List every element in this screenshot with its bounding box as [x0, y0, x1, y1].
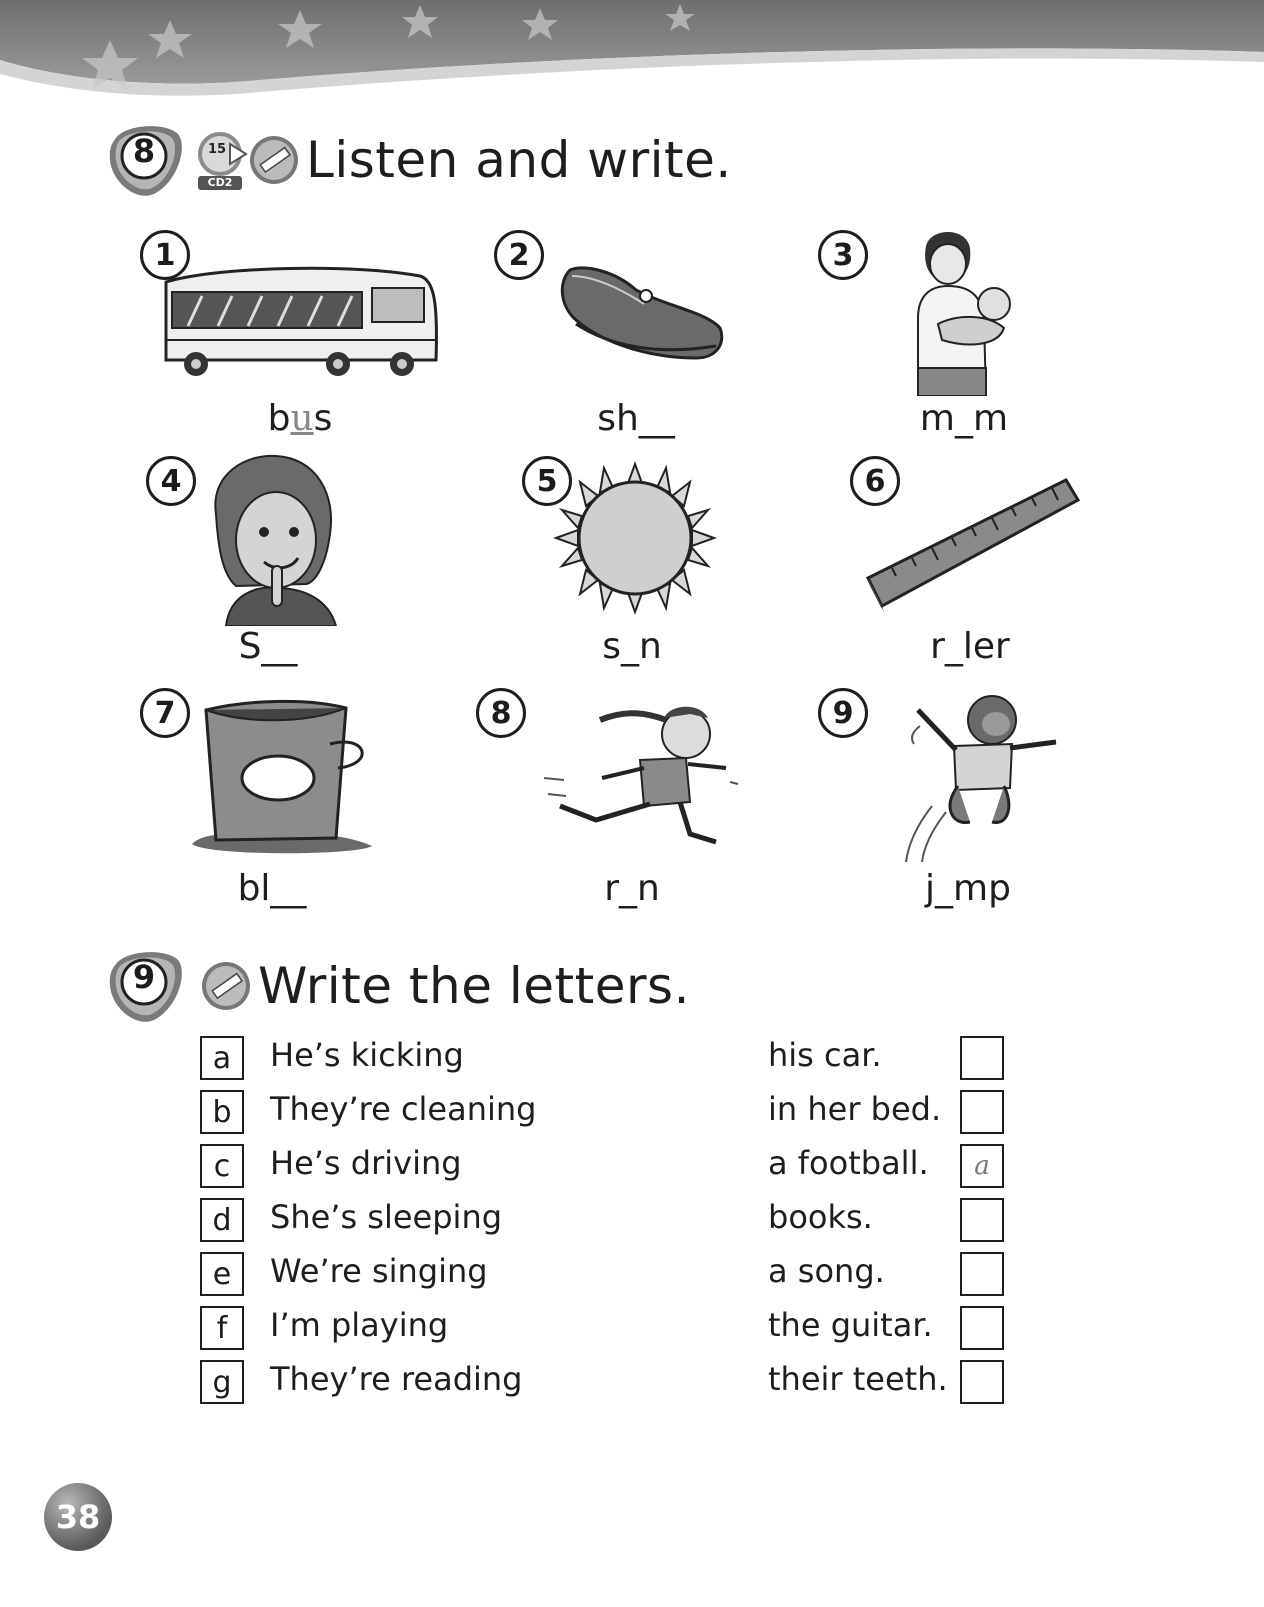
item-word: s_n [602, 626, 662, 667]
exercise-title: Listen and write. [306, 131, 732, 189]
exercise-9-header [106, 946, 690, 1026]
item-number: 1 [140, 230, 190, 280]
answer-box[interactable] [960, 1090, 1004, 1134]
item-word: r_ler [930, 626, 1010, 667]
answer-box[interactable] [960, 1036, 1004, 1080]
answer-box[interactable]: a [960, 1144, 1004, 1188]
item-word: bl__ [237, 868, 307, 909]
jumping-boy-icon [892, 686, 1070, 864]
sentence-start: They’re reading [270, 1360, 523, 1398]
sentence-end: a song. [768, 1252, 885, 1290]
item-word [180, 398, 420, 439]
sentence-end: their teeth. [768, 1360, 948, 1398]
exercise-number: 8 [132, 132, 156, 170]
blue-paint-pot-icon [186, 694, 376, 856]
cd-track-icon [196, 130, 248, 190]
letter-label: d [200, 1198, 244, 1242]
item-number: 3 [818, 230, 868, 280]
sentence-start: He’s driving [270, 1144, 462, 1182]
letter-label: b [200, 1090, 244, 1134]
item-number: 2 [494, 230, 544, 280]
cd-track-number: 15 [207, 142, 227, 157]
bus-icon [158, 262, 440, 380]
page-number: 38 [44, 1483, 112, 1551]
item-word: j_mp [925, 868, 1011, 909]
exercise-number-badge [106, 120, 186, 200]
item-word: m_m [919, 398, 1009, 439]
letter-label: f [200, 1306, 244, 1350]
item-number: 6 [850, 456, 900, 506]
item-word: r_n [604, 868, 660, 909]
letter-label: a [200, 1036, 244, 1080]
exercise-8-header [106, 120, 732, 200]
sentence-end: a football. [768, 1144, 929, 1182]
exercise-number-badge [106, 946, 186, 1026]
mum-with-baby-icon [908, 228, 1016, 396]
letter-label: c [200, 1144, 244, 1188]
sentence-start: They’re cleaning [270, 1090, 537, 1128]
sentence-end: books. [768, 1198, 873, 1236]
item-number: 9 [818, 688, 868, 738]
sentence-end: the guitar. [768, 1306, 933, 1344]
header-decoration [0, 0, 1264, 110]
sentence-start: She’s sleeping [270, 1198, 503, 1236]
item-word: sh__ [597, 398, 675, 439]
item-number: 4 [146, 456, 196, 506]
shoe-icon [556, 262, 728, 362]
answer-box[interactable] [960, 1198, 1004, 1242]
cd-label: CD2 [207, 176, 233, 189]
item-word: S__ [238, 626, 298, 667]
item-number: 5 [522, 456, 572, 506]
running-girl-icon [540, 698, 740, 856]
letter-label: g [200, 1360, 244, 1404]
answer-box[interactable] [960, 1306, 1004, 1350]
answer-box[interactable] [960, 1252, 1004, 1296]
letter-label: e [200, 1252, 244, 1296]
girl-icon [206, 454, 338, 626]
pencil-icon [248, 134, 300, 186]
ruler-icon [862, 476, 1084, 614]
sentence-start: We’re singing [270, 1252, 488, 1290]
sun-icon [542, 458, 728, 618]
sentence-start: I’m playing [270, 1306, 449, 1344]
sentence-start: He’s kicking [270, 1036, 464, 1074]
item-number: 8 [476, 688, 526, 738]
sentence-end: in her bed. [768, 1090, 942, 1128]
exercise-title: Write the letters. [258, 957, 690, 1015]
sentence-end: his car. [768, 1036, 882, 1074]
item-number: 7 [140, 688, 190, 738]
bus-word: bus [267, 398, 333, 439]
exercise-number: 9 [132, 958, 156, 996]
answer-box[interactable] [960, 1360, 1004, 1404]
pencil-icon [200, 960, 252, 1012]
